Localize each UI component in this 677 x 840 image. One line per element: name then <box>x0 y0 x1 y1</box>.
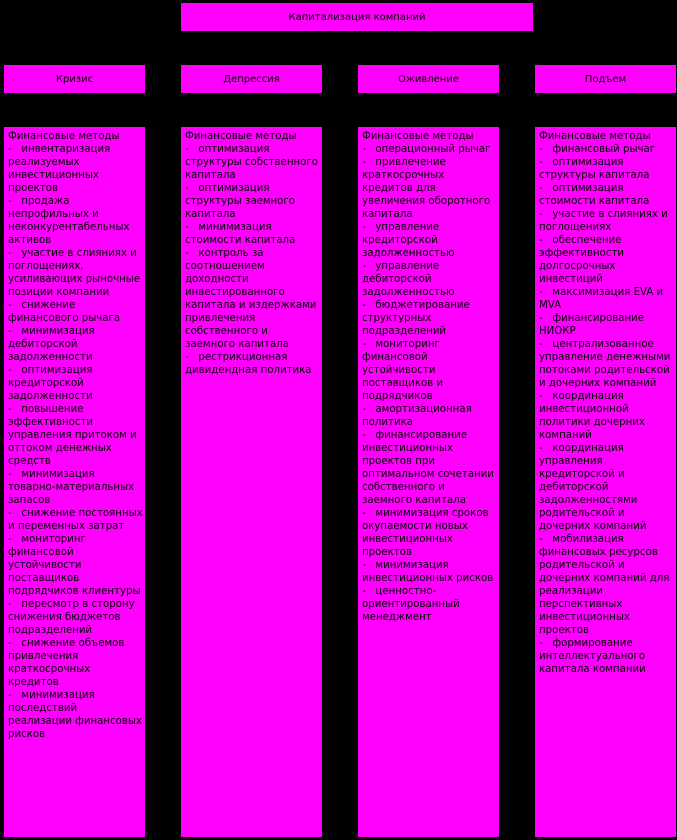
stage-methods-crisis: Финансовые методы - инвентаризация реализуемых инвестиционных проектов - продажа непрофильных и неконкурентабельных активов - участие в слияниях и поглощениях, усиливающих рыночные позиции компании - снижение финансового рычага - минимизация дебиторской задолженности - оптимизация кредиторской задолженности - повышение эффективности управления притоком и оттоком денежных средств - минимизация товарно-материальных запасов - снижение постоянных и переменных затрат - мониторинг финансовой устойчивости поставщиков подрядчиков клиентуры - пересмотр в сторону снижения бюджетов подразделений - снижение объемов привлечения краткосрочных кредитов - минимизация последствий реализации финансовых рисков <box>3 126 146 838</box>
stage-methods-recovery: Финансовые методы - операционный рычаг - привлечение краткосрочных кредитов для увеличения оборотного капитала - управление кредиторской задолженностью - управление дебиторской задолженностью - бюджетирование структурных подразделений - мониторинг финансовой устойчивости поставщиков и подрядчиков - амортизационная политика - финансирование инвестиционных проектов при оптимальном сочетании собственного и заемного капитала - минимизация сроков окупаемости новых инвестиционных проектов - минимизация инвестиционных рисков - ценностно-ориентированный менеджмент <box>357 126 500 838</box>
stage-methods-growth: Финансовые методы - финансовый рычаг - оптимизация структуры капитала - оптимизация стоимости капитала - участие в слияниях и поглощениях - обеспечение эффективности долгосрочных инвестиций - максимизация EVA и MVA - финансирование НИОКР - централизованное управление денежными потоками родительской и дочерних компаний - координация инвестиционной политики дочерних компаний - координация управления кредиторской и дебиторской задолженностями родительской и дочерних компаний - мобилизация финансовых ресурсов родительской и дочерних компаний для реализации перспективных инвестиционных проектов - формирование интеллектуального капитала компании <box>534 126 677 838</box>
stage-methods-depression: Финансовые методы - оптимизация структуры собственного капитала - оптимизация структуры заемного капитала - минимизация стоимости капитала - контроль за соотношением доходности инвестированного капитала и издержками привлечения собственного и заемного капитала - рестрикционная дивидендная политика <box>180 126 323 838</box>
stage-header-recovery: Оживление <box>357 64 500 94</box>
stage-header-crisis: Кризис <box>3 64 146 94</box>
stage-header-growth: Подъем <box>534 64 677 94</box>
stage-header-depression: Депрессия <box>180 64 323 94</box>
diagram-title: Капитализация компаний <box>180 2 534 32</box>
